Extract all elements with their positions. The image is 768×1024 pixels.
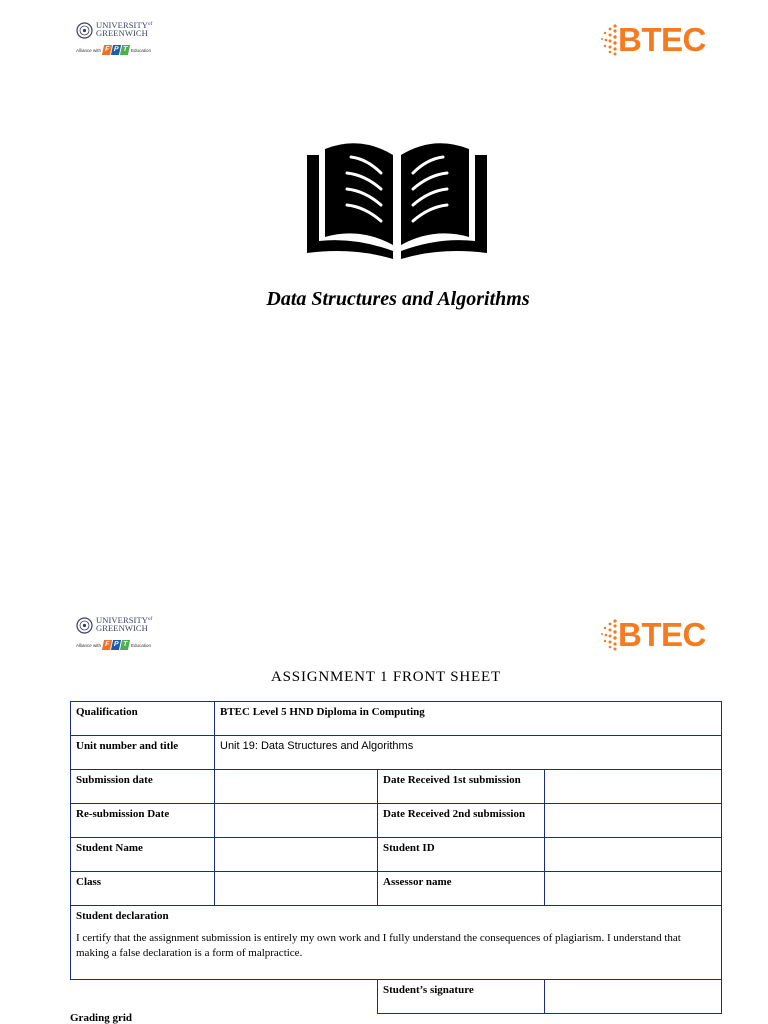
table-row [71, 804, 722, 838]
received-1st-label: Date Received 1st submission [378, 770, 545, 804]
declaration-cell [71, 906, 722, 980]
unit-value: Unit 19: Data Structures and Algorithms [215, 736, 722, 770]
declaration-text: I certify that the assignment submission is entirely my own work and I fully understand the consequences of plagiarism. I understand that making a false declaration is a form of malpractice. [76, 932, 681, 959]
signature-field[interactable] [545, 980, 722, 1014]
greenwich-seal-icon [76, 617, 93, 634]
qualification-value: BTEC Level 5 HND Diploma in Computing [215, 702, 722, 736]
open-book-icon [305, 133, 489, 259]
grading-grid-label: Grading grid [70, 1012, 133, 1024]
assessor-label: Assessor name [378, 872, 545, 906]
table-row [71, 838, 722, 872]
assessor-field[interactable] [545, 872, 722, 906]
student-id-field[interactable] [545, 838, 722, 872]
btec-dots-icon [600, 619, 618, 651]
declaration-label: Student declaration [76, 910, 169, 922]
class-field[interactable] [215, 872, 378, 906]
received-1st-field[interactable] [545, 770, 722, 804]
university-of-greenwich-logo [76, 20, 172, 60]
resubmission-date-field[interactable] [215, 804, 378, 838]
university-name: $UNIVERSITY^{of}$ GREENWICH [96, 615, 153, 633]
greenwich-seal-icon [76, 22, 93, 39]
student-id-label: Student ID [378, 838, 545, 872]
btec-dots-icon [600, 24, 618, 56]
submission-date-field[interactable] [215, 770, 378, 804]
university-of-greenwich-logo [76, 615, 172, 655]
table-row [71, 980, 722, 1014]
signature-label: Student’s signature [378, 980, 545, 1014]
submission-date-label: Submission date [71, 770, 215, 804]
student-name-label: Student Name [71, 838, 215, 872]
table-row [71, 906, 722, 980]
front-sheet-table [70, 701, 722, 1014]
blank-cell [71, 980, 378, 1014]
fpt-alliance: Alliance with F P T Education [76, 641, 152, 648]
fpt-alliance: Alliance with F P T Education [76, 46, 152, 53]
front-sheet-heading: ASSIGNMENT 1 FRONT SHEET [271, 669, 501, 685]
resubmission-date-label: Re-submission Date [71, 804, 215, 838]
received-2nd-field[interactable] [545, 804, 722, 838]
table-row [71, 770, 722, 804]
qualification-label: Qualification [71, 702, 215, 736]
table-row [71, 872, 722, 906]
class-label: Class [71, 872, 215, 906]
fpt-logo: F P T [103, 640, 129, 650]
unit-label: Unit number and title [71, 736, 215, 770]
btec-logo [600, 615, 720, 655]
fpt-logo: F P T [103, 45, 129, 55]
btec-wordmark: BTEC [618, 21, 706, 58]
btec-logo [600, 20, 720, 60]
received-2nd-label: Date Received 2nd submission [378, 804, 545, 838]
student-name-field[interactable] [215, 838, 378, 872]
table-row [71, 736, 722, 770]
document-title: Data Structures and Algorithms [266, 288, 530, 310]
table-row [71, 702, 722, 736]
university-name: $UNIVERSITY^{of}$ GREENWICH [96, 20, 153, 38]
btec-wordmark: BTEC [618, 616, 706, 653]
